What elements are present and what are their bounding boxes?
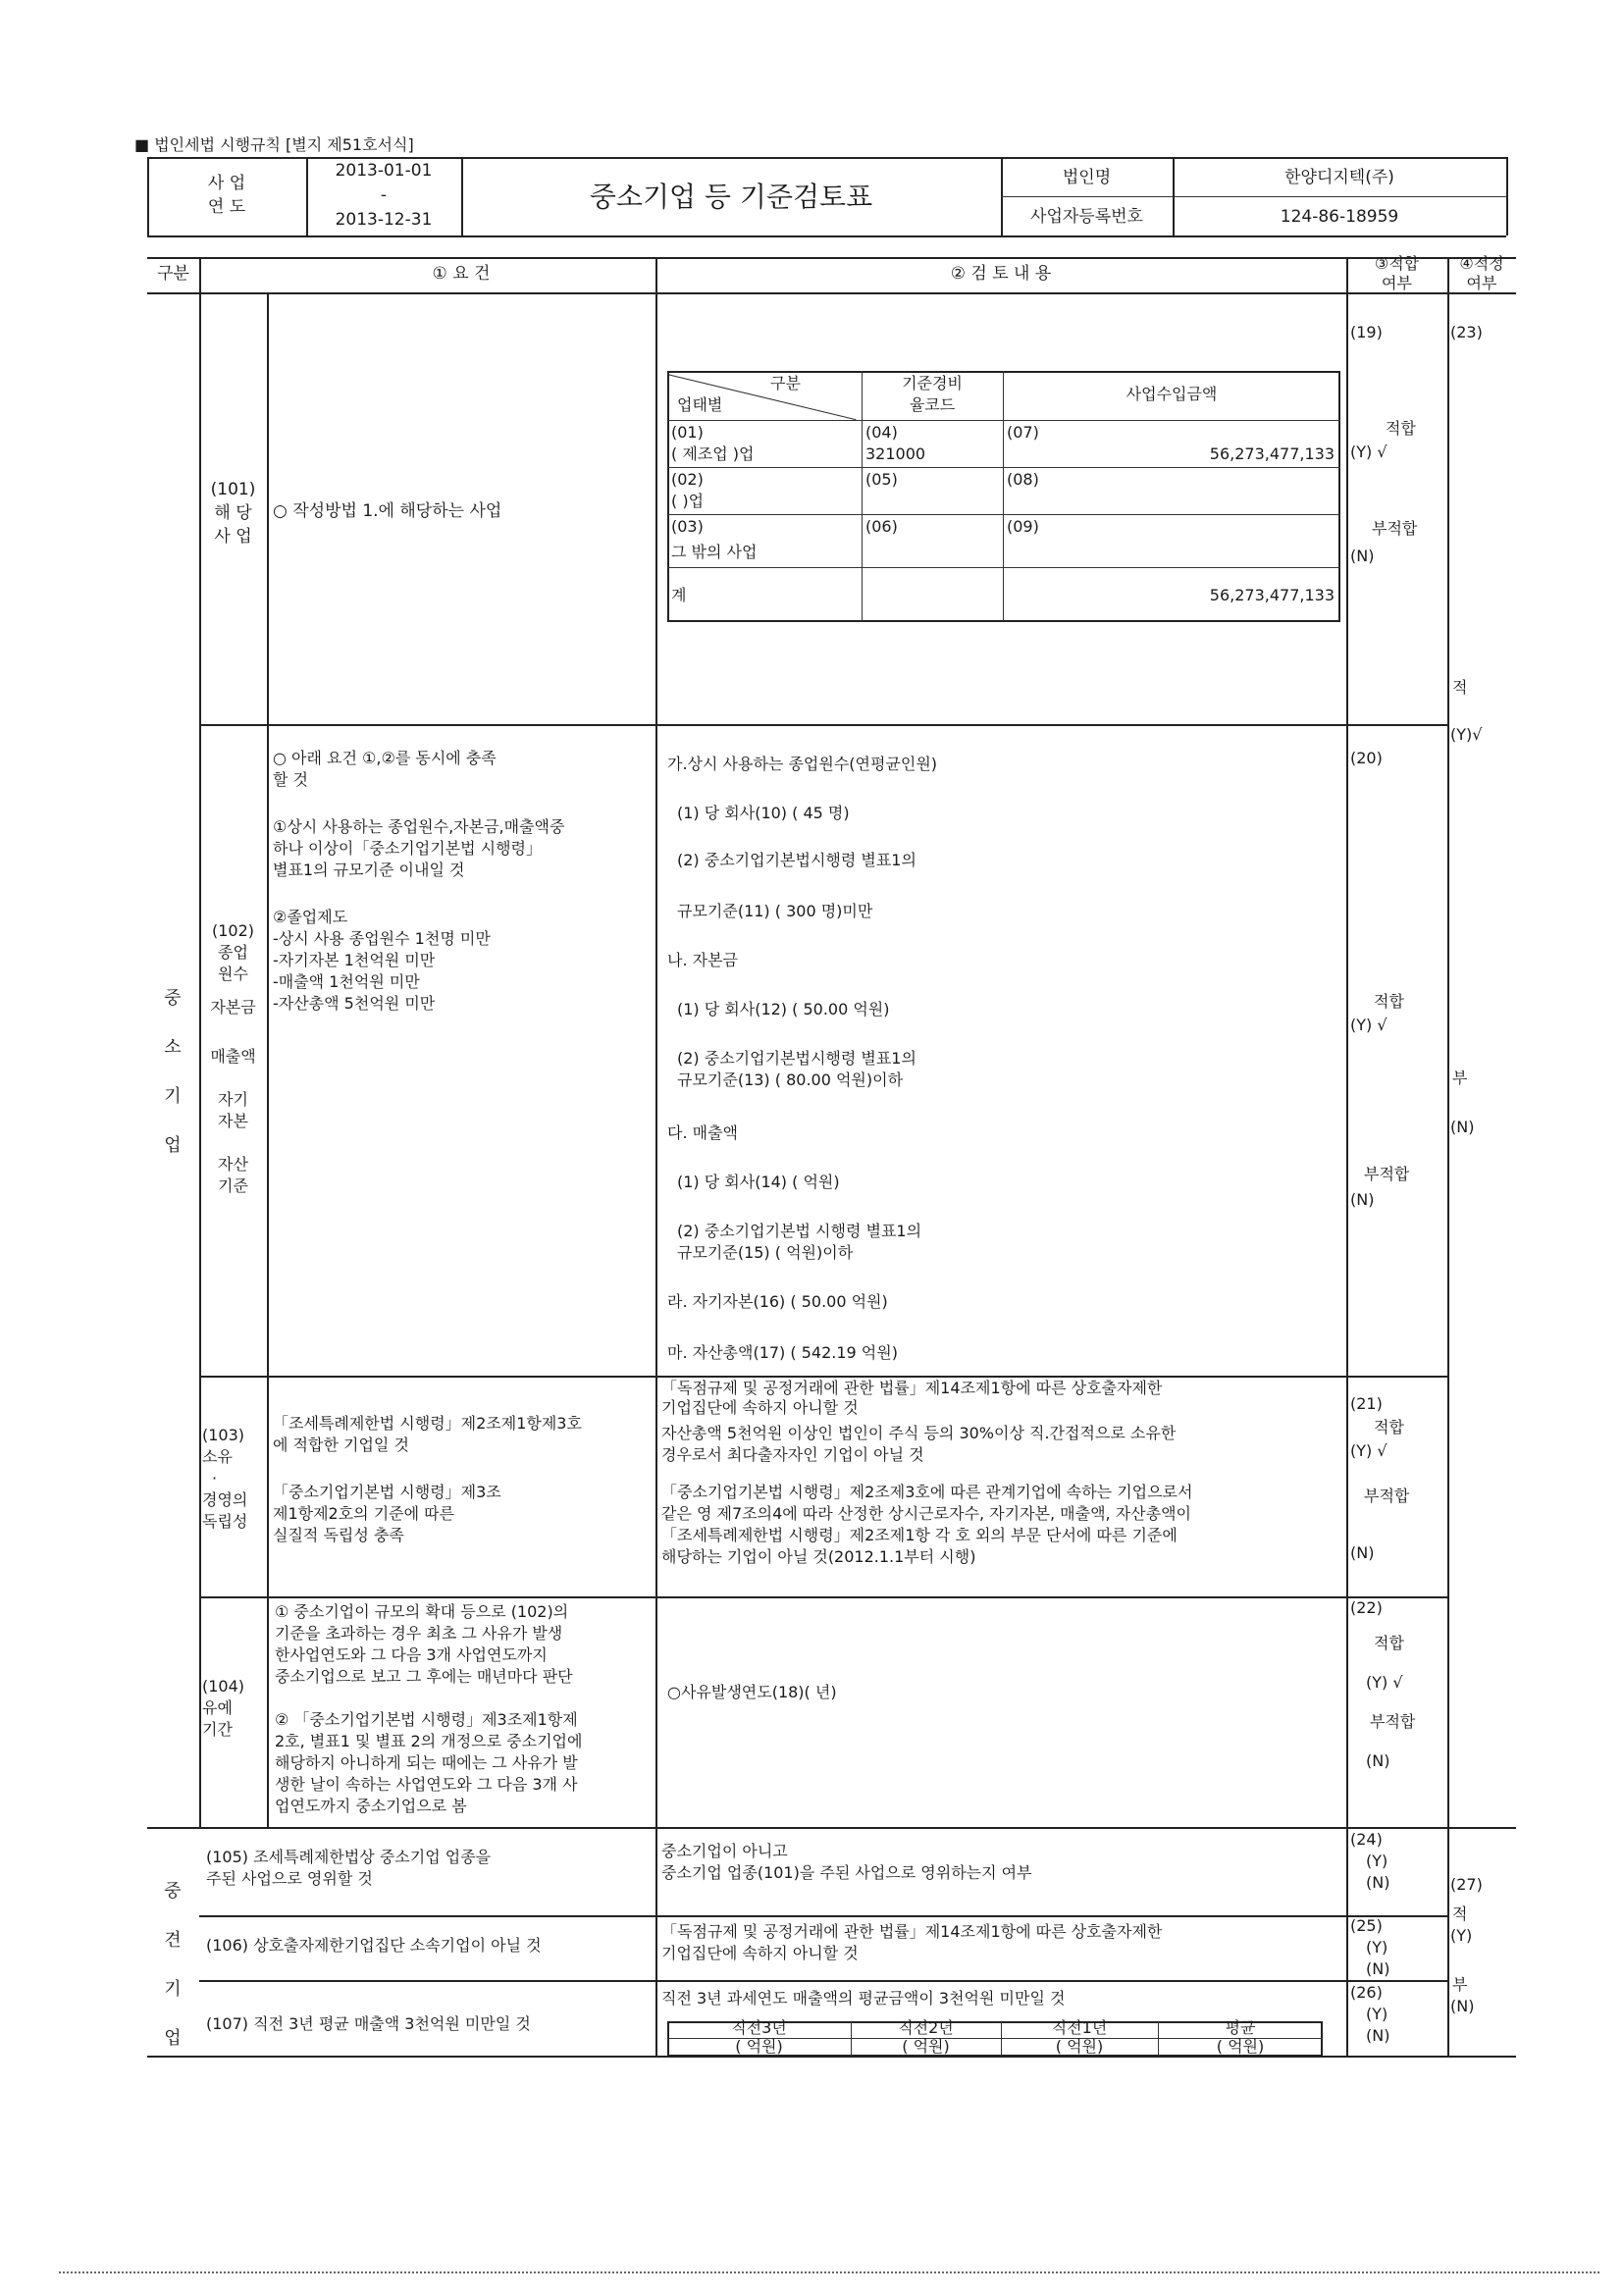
row101-f2-yes: 적 bbox=[1452, 678, 1468, 697]
bt-r1-b1: (04) bbox=[865, 423, 898, 442]
bt-head-gubun: 구분 bbox=[770, 374, 801, 392]
row102-review-6: (1) 당 회사(12) ( 50.00 억원) bbox=[677, 1000, 890, 1018]
row101-fit-yes: 적합 bbox=[1386, 419, 1416, 438]
bt-head-code-1: 기준경비 bbox=[902, 374, 963, 392]
row104-code-3: 기간 bbox=[202, 1720, 233, 1739]
row102-req-6: ②졸업제도 bbox=[273, 908, 348, 926]
row105-review-2: 중소기업 업종(101)을 주된 사업으로 영위하는지 여부 bbox=[661, 1863, 1032, 1882]
row103-review-6: 같은 영 제7조의4에 따라 산정한 상시근로자수, 자기자본, 매출액, 자산총액이 bbox=[661, 1504, 1191, 1523]
row103-req-5: 실질적 독립성 충족 bbox=[273, 1526, 404, 1544]
row104-fit-y: (Y) √ bbox=[1366, 1673, 1403, 1692]
bt-r1-b2: 321000 bbox=[865, 444, 926, 463]
row101-fit-no: 부적합 bbox=[1372, 519, 1418, 538]
row102-code-5: 매출액 bbox=[210, 1047, 256, 1066]
row106-f2-2: (Y) bbox=[1450, 1926, 1473, 1945]
row104-code-1: (104) bbox=[202, 1677, 245, 1696]
row103-review-2: 기업집단에 속하지 아니할 것 bbox=[661, 1398, 859, 1417]
section-small-4: 업 bbox=[164, 1135, 182, 1156]
row102-req-10: -자산총액 5천억원 미만 bbox=[273, 994, 436, 1013]
avg-unit-1: ( 억원) bbox=[735, 2037, 783, 2056]
row105-review-1: 중소기업이 아니고 bbox=[661, 1842, 788, 1860]
bt-head-amount: 사업수입금액 bbox=[1126, 385, 1218, 403]
row102-f2-n: (N) bbox=[1450, 1118, 1475, 1136]
avg-year-3: 직전1년 bbox=[1051, 2018, 1108, 2037]
bt-r2-c1: (08) bbox=[1007, 470, 1039, 489]
row102-review-8: 규모기준(13) ( 80.00 억원)이하 bbox=[677, 1070, 904, 1089]
row102-req-2: 할 것 bbox=[273, 770, 308, 789]
row105-f2: (27) bbox=[1450, 1875, 1483, 1894]
row101-code-3: 사 업 bbox=[214, 527, 252, 547]
avg-year-4: 평균 bbox=[1225, 2018, 1256, 2037]
row102-code-7: 자본 bbox=[218, 1112, 248, 1130]
row102-code-4: 자본금 bbox=[210, 998, 256, 1017]
row102-fit-y: (Y) √ bbox=[1350, 1016, 1387, 1034]
section-mid-4: 업 bbox=[164, 2028, 182, 2049]
row105-fit-2: (Y) bbox=[1366, 1852, 1388, 1870]
row103-code-5: 독립성 bbox=[202, 1512, 248, 1531]
row104-fit-no: 부적합 bbox=[1370, 1712, 1416, 1731]
corp-name: 한양디지텍(주) bbox=[1284, 168, 1394, 187]
bt-r3-c1: (09) bbox=[1007, 517, 1039, 536]
row101-requirement: ○ 작성방법 1.에 해당하는 사업 bbox=[273, 501, 502, 521]
row102-code-1: (102) bbox=[211, 921, 255, 940]
row103-req-1: 「조세특례제한법 시행령」제2조제1항제3호 bbox=[273, 1414, 582, 1433]
col-category: 구분 bbox=[157, 264, 189, 284]
row102-code-9: 기준 bbox=[218, 1176, 248, 1195]
bt-head-code-2: 율코드 bbox=[909, 395, 956, 414]
row105-req-2: 주된 사업으로 영위할 것 bbox=[206, 1869, 373, 1888]
row102-fit-n: (N) bbox=[1350, 1190, 1375, 1209]
avg-unit-4: ( 억원) bbox=[1216, 2037, 1265, 2056]
row106-fit-2: (Y) bbox=[1366, 1938, 1388, 1957]
row104-req-9: 업연도까지 중소기업으로 봄 bbox=[275, 1797, 467, 1815]
row103-code-1: (103) bbox=[202, 1426, 245, 1444]
row104-req-2: 기준을 초과하는 경우 최초 그 사유가 발생 bbox=[275, 1624, 563, 1643]
bt-r1-c2: 56,273,477,133 bbox=[1209, 444, 1335, 463]
row103-code-2: 소유 bbox=[202, 1447, 233, 1466]
row104-req-1: ① 중소기업이 규모의 확대 등으로 (102)의 bbox=[275, 1602, 569, 1621]
row102-req-1: ○ 아래 요건 ①,②를 동시에 충족 bbox=[273, 749, 497, 767]
row106-fit-3: (N) bbox=[1366, 1959, 1390, 1978]
bt-r1-c1: (07) bbox=[1007, 423, 1039, 442]
bt-r3-b1: (06) bbox=[865, 517, 898, 536]
row101-fit-code: (19) bbox=[1350, 323, 1383, 341]
row103-req-2: 에 적합한 기업일 것 bbox=[273, 1435, 409, 1454]
period-start: 2013-01-01 bbox=[335, 161, 433, 181]
bt-head-upte: 업태별 bbox=[677, 395, 723, 414]
bt-r3-a2: 그 밖의 사업 bbox=[671, 543, 758, 561]
page-title: 중소기업 등 기준검토표 bbox=[589, 181, 873, 213]
section-mid-3: 기 bbox=[164, 1979, 182, 2000]
avg-unit-2: ( 억원) bbox=[902, 2037, 950, 2056]
row102-review-5: 나. 자본금 bbox=[667, 951, 738, 969]
row103-fit-yes: 적합 bbox=[1374, 1418, 1404, 1436]
row102-req-7: -상시 사용 종업원수 1천명 미만 bbox=[273, 929, 491, 948]
bt-total-label: 계 bbox=[671, 586, 687, 604]
row107-f2-2: (N) bbox=[1450, 1997, 1475, 2015]
row104-req-5: ② 「중소기업기본법 시행령」제3조제1항제 bbox=[275, 1710, 578, 1729]
row105-req-1: (105) 조세특례제한법상 중소기업 업종을 bbox=[206, 1848, 492, 1866]
row104-req-4: 중소기업으로 보고 그 후에는 매년마다 판단 bbox=[275, 1667, 573, 1686]
bt-r2-a1: (02) bbox=[671, 470, 704, 489]
row103-review-5: 「중소기업기본법 시행령」제2조제3호에 따른 관계기업에 속하는 기업으로서 bbox=[661, 1483, 1193, 1501]
row101-fit-n: (N) bbox=[1350, 547, 1375, 565]
row102-review-4: 규모기준(11) ( 300 명)미만 bbox=[677, 902, 873, 920]
col-fit2-2: 여부 bbox=[1466, 274, 1497, 292]
row102-code-2: 종업 bbox=[218, 943, 248, 962]
row102-req-3: ①상시 사용하는 종업원수,자본금,매출액중 bbox=[273, 817, 565, 836]
page-bottom-rule bbox=[59, 2271, 1599, 2273]
year-label-2: 연 도 bbox=[207, 197, 246, 217]
bt-r1-a2: ( 제조업 )업 bbox=[671, 444, 755, 463]
row102-review-3: (2) 중소기업기본법시행령 별표1의 bbox=[677, 851, 916, 869]
bt-r2-b1: (05) bbox=[865, 470, 898, 489]
row107-req: (107) 직전 3년 평균 매출액 3천억원 미만일 것 bbox=[206, 2014, 531, 2033]
section-small-3: 기 bbox=[164, 1086, 182, 1107]
row103-fit-no: 부적합 bbox=[1364, 1487, 1410, 1505]
avg-year-1: 직전3년 bbox=[731, 2018, 787, 2037]
row107-f2-1: 부 bbox=[1452, 1975, 1468, 1994]
row104-req-6: 2호, 별표1 및 별표 2의 개정으로 중소기업에 bbox=[275, 1732, 583, 1750]
row107-review: 직전 3년 과세연도 매출액의 평균금액이 3천억원 미만일 것 bbox=[661, 1989, 1066, 2008]
row104-code-2: 유예 bbox=[202, 1698, 233, 1717]
row105-fit-3: (N) bbox=[1366, 1873, 1390, 1892]
row104-req-7: 해당하지 아니하게 되는 때에는 그 사유가 발 bbox=[275, 1753, 578, 1772]
row103-review-7: 「조세특례제한법 시행령」제2조제1항 각 호 외의 부문 단서에 따른 기준에 bbox=[661, 1526, 1178, 1544]
row106-req: (106) 상호출자제한기업집단 소속기업이 아닐 것 bbox=[206, 1936, 542, 1955]
period-dash: - bbox=[380, 185, 388, 205]
col-requirement: ① 요 건 bbox=[432, 264, 491, 284]
bt-r3-a1: (03) bbox=[671, 517, 704, 536]
row101-f2-y: (Y)√ bbox=[1450, 725, 1483, 744]
row102-review-10: (1) 당 회사(14) ( 억원) bbox=[677, 1173, 840, 1191]
row102-code-6: 자기 bbox=[218, 1090, 248, 1109]
bt-r1-a1: (01) bbox=[671, 423, 704, 442]
row102-review-14: 마. 자산총액(17) ( 542.19 억원) bbox=[667, 1343, 898, 1362]
row102-review-7: (2) 중소기업기본법시행령 별표1의 bbox=[677, 1049, 916, 1068]
row104-fit-yes: 적합 bbox=[1374, 1634, 1404, 1652]
row102-f2-no: 부 bbox=[1452, 1069, 1468, 1087]
row103-fit-y: (Y) √ bbox=[1350, 1441, 1387, 1460]
row107-fit-2: (Y) bbox=[1366, 2005, 1388, 2023]
row101-fit-y: (Y) √ bbox=[1350, 443, 1387, 461]
col-review: ② 검 토 내 용 bbox=[950, 264, 1052, 284]
section-small-2: 소 bbox=[164, 1037, 182, 1058]
row101-code-2: 해 당 bbox=[214, 503, 252, 523]
col-fit-1: ③적합 bbox=[1374, 254, 1420, 273]
row106-review-2: 기업집단에 속하지 아니할 것 bbox=[661, 1944, 859, 1962]
row102-req-4: 하나 이상이「중소기업기본법 시행령」 bbox=[273, 839, 543, 858]
row104-fit-code: (22) bbox=[1350, 1598, 1383, 1617]
row103-req-4: 제1항제2호의 기준에 따른 bbox=[273, 1504, 455, 1523]
row103-code-4: 경영의 bbox=[202, 1490, 248, 1509]
row102-fit-yes: 적합 bbox=[1374, 992, 1404, 1011]
bt-total-amount: 56,273,477,133 bbox=[1209, 586, 1335, 604]
row103-review-3: 자산총액 5천억원 이상인 법인이 주식 등의 30%이상 직.간접적으로 소유한 bbox=[661, 1424, 1177, 1442]
col-fit2-1: ④적정 bbox=[1459, 254, 1504, 273]
reg-number: 124-86-18959 bbox=[1280, 207, 1399, 227]
row102-code-3: 원수 bbox=[218, 965, 248, 983]
row102-review-2: (1) 당 회사(10) ( 45 명) bbox=[677, 804, 850, 822]
row102-req-5: 별표1의 규모기준 이내일 것 bbox=[273, 861, 465, 879]
row102-code-8: 자산 bbox=[218, 1155, 248, 1174]
form-label: ■ 법인세법 시행규칙 [별지 제51호서식] bbox=[134, 135, 414, 154]
row104-review: ○사유발생연도(18)( 년) bbox=[667, 1683, 837, 1701]
row103-code-3: · bbox=[212, 1469, 218, 1487]
row102-fit-code: (20) bbox=[1350, 749, 1383, 767]
row105-fit-1: (24) bbox=[1350, 1830, 1383, 1849]
section-mid-2: 견 bbox=[164, 1930, 182, 1951]
row101-f2-code: (23) bbox=[1450, 323, 1483, 341]
row107-fit-1: (26) bbox=[1350, 1983, 1383, 2002]
row102-fit-no: 부적합 bbox=[1364, 1165, 1410, 1183]
row102-req-9: -매출액 1천억원 미만 bbox=[273, 972, 420, 991]
row104-req-3: 한사업연도와 그 다음 3개 사업연도까지 bbox=[275, 1645, 548, 1664]
row102-review-13: 라. 자기자본(16) ( 50.00 억원) bbox=[667, 1292, 888, 1311]
section-small-1: 중 bbox=[164, 988, 182, 1009]
row102-review-12: 규모기준(15) ( 억원)이하 bbox=[677, 1243, 854, 1262]
row103-fit-n: (N) bbox=[1350, 1543, 1375, 1562]
year-label-1: 사 업 bbox=[207, 174, 246, 193]
row103-review-8: 해당하는 기업이 아닐 것(2012.1.1부터 시행) bbox=[661, 1547, 976, 1566]
avg-unit-3: ( 억원) bbox=[1055, 2037, 1104, 2056]
row103-fit-code: (21) bbox=[1350, 1394, 1383, 1413]
row103-review-4: 경우로서 최다출자자인 기업이 아닐 것 bbox=[661, 1445, 924, 1464]
row101-code-1: (101) bbox=[210, 480, 256, 499]
row104-fit-n: (N) bbox=[1366, 1751, 1390, 1770]
row106-review-1: 「독점규제 및 공정거래에 관한 법률」제14조제1항에 따른 상호출자제한 bbox=[661, 1922, 1163, 1941]
row106-fit-1: (25) bbox=[1350, 1916, 1383, 1935]
row102-review-1: 가.상시 사용하는 종업원수(연평균인원) bbox=[667, 755, 938, 773]
row102-review-9: 다. 매출액 bbox=[667, 1123, 738, 1142]
row106-f2-1: 적 bbox=[1452, 1905, 1468, 1923]
corp-label: 법인명 bbox=[1062, 168, 1112, 187]
row104-req-8: 생한 날이 속하는 사업연도와 그 다음 3개 사 bbox=[275, 1775, 578, 1794]
row107-fit-3: (N) bbox=[1366, 2026, 1390, 2045]
reg-label: 사업자등록번호 bbox=[1030, 207, 1143, 227]
bt-r2-a2: ( )업 bbox=[671, 492, 705, 510]
row103-req-3: 「중소기업기본법 시행령」제3조 bbox=[273, 1483, 501, 1501]
col-fit-2: 여부 bbox=[1382, 274, 1412, 292]
row102-review-11: (2) 중소기업기본법 시행령 별표1의 bbox=[677, 1222, 922, 1240]
row103-review-1: 「독점규제 및 공정거래에 관한 법률」제14조제1항에 따른 상호출자제한 bbox=[661, 1379, 1163, 1397]
row102-req-8: -자기자본 1천억원 미만 bbox=[273, 951, 436, 969]
avg-year-2: 직전2년 bbox=[898, 2018, 954, 2037]
section-mid-1: 중 bbox=[164, 1881, 182, 1902]
period-end: 2013-12-31 bbox=[335, 210, 433, 230]
